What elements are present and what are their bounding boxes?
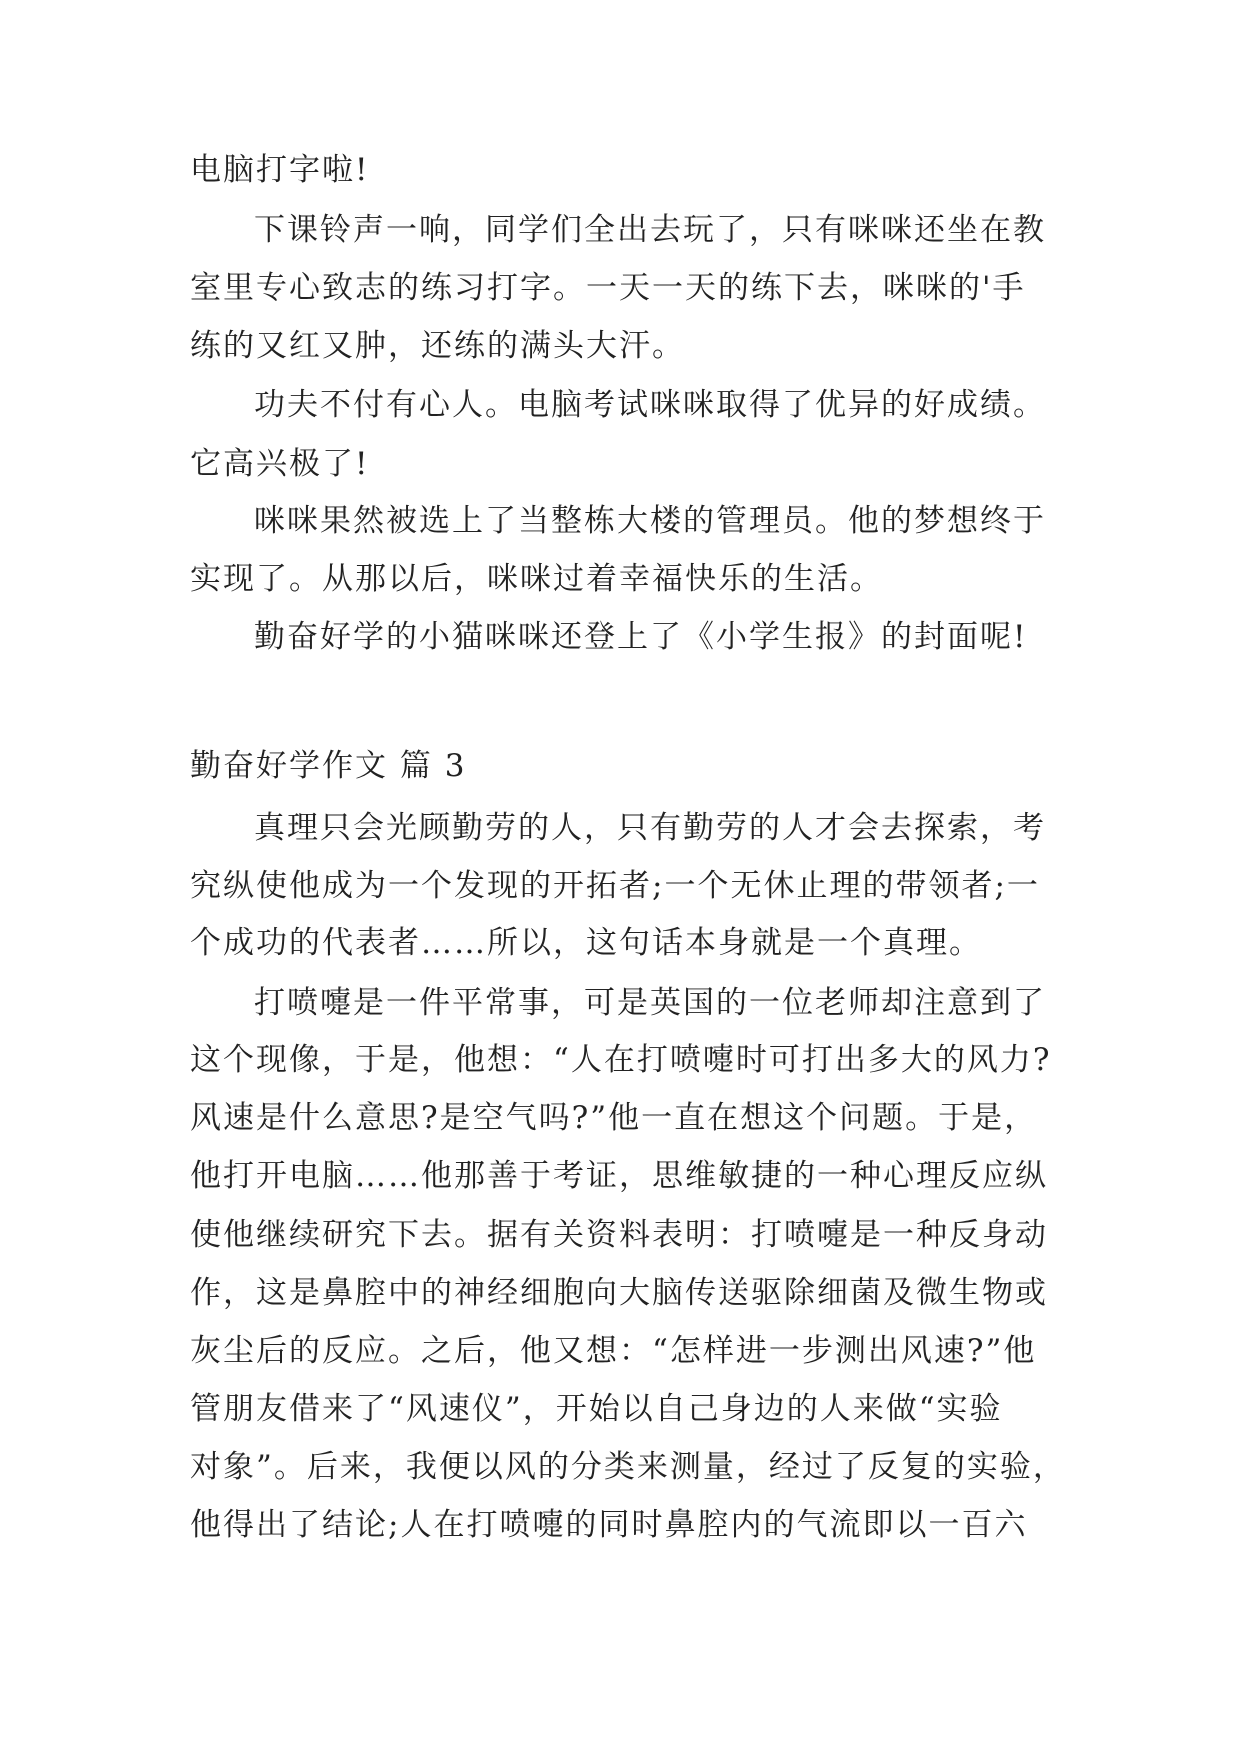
paragraph-6-line-7: 灰尘后的反应。之后，他又想：“怎样进一步测出风速?”他	[190, 1333, 1037, 1369]
paragraph-6-line-3: 风速是什么意思?是空气吗?”他一直在想这个问题。于是，	[190, 1100, 1038, 1136]
paragraph-3-line-1: 咪咪果然被选上了当整栋大楼的管理员。他的梦想终于	[254, 503, 1046, 539]
paragraph-6-line-8: 管朋友借来了“风速仪”，开始以自己身边的人来做“实验	[190, 1391, 1003, 1427]
intro-line: 电脑打字啦!	[190, 152, 370, 188]
paragraph-1-line-3: 练的又红又肿，还练的满头大汗。	[190, 328, 685, 364]
paragraph-5-line-3: 个成功的代表者……所以，这句话本身就是一个真理。	[190, 925, 982, 961]
paragraph-6-line-1: 打喷嚏是一件平常事，可是英国的一位老师却注意到了	[254, 985, 1046, 1021]
paragraph-5-line-2: 究纵使他成为一个发现的开拓者;一个无休止理的带领者;一	[190, 868, 1040, 904]
section-title: 勤奋好学作文 篇 3	[190, 748, 467, 784]
paragraph-6-line-2: 这个现像，于是，他想：“人在打喷嚏时可打出多大的风力?	[190, 1042, 1052, 1078]
paragraph-6-line-4: 他打开电脑……他那善于考证，思维敏捷的一种心理反应纵	[190, 1158, 1048, 1194]
paragraph-6-line-10: 他得出了结论;人在打喷嚏的同时鼻腔内的气流即以一百六	[190, 1507, 1028, 1543]
paragraph-1-line-1: 下课铃声一响，同学们全出去玩了，只有咪咪还坐在教	[254, 212, 1046, 248]
paragraph-1-line-2: 室里专心致志的练习打字。一天一天的练下去，咪咪的'手	[190, 270, 1026, 306]
paragraph-6-line-5: 使他继续研究下去。据有关资料表明：打喷嚏是一种反身动	[190, 1217, 1048, 1253]
paragraph-3-line-2: 实现了。从那以后，咪咪过着幸福快乐的生活。	[190, 561, 883, 597]
paragraph-4-line-1: 勤奋好学的小猫咪咪还登上了《小学生报》的封面呢!	[254, 619, 1028, 655]
paragraph-6-line-6: 作，这是鼻腔中的神经细胞向大脑传送驱除细菌及微生物或	[190, 1275, 1048, 1311]
paragraph-6-line-9: 对象”。后来，我便以风的分类来测量，经过了反复的实验，	[190, 1449, 1066, 1485]
paragraph-2-line-2: 它高兴极了!	[190, 446, 370, 482]
paragraph-2-line-1: 功夫不付有心人。电脑考试咪咪取得了优异的好成绩。	[254, 387, 1046, 423]
paragraph-5-line-1: 真理只会光顾勤劳的人，只有勤劳的人才会去探索，考	[254, 810, 1046, 846]
